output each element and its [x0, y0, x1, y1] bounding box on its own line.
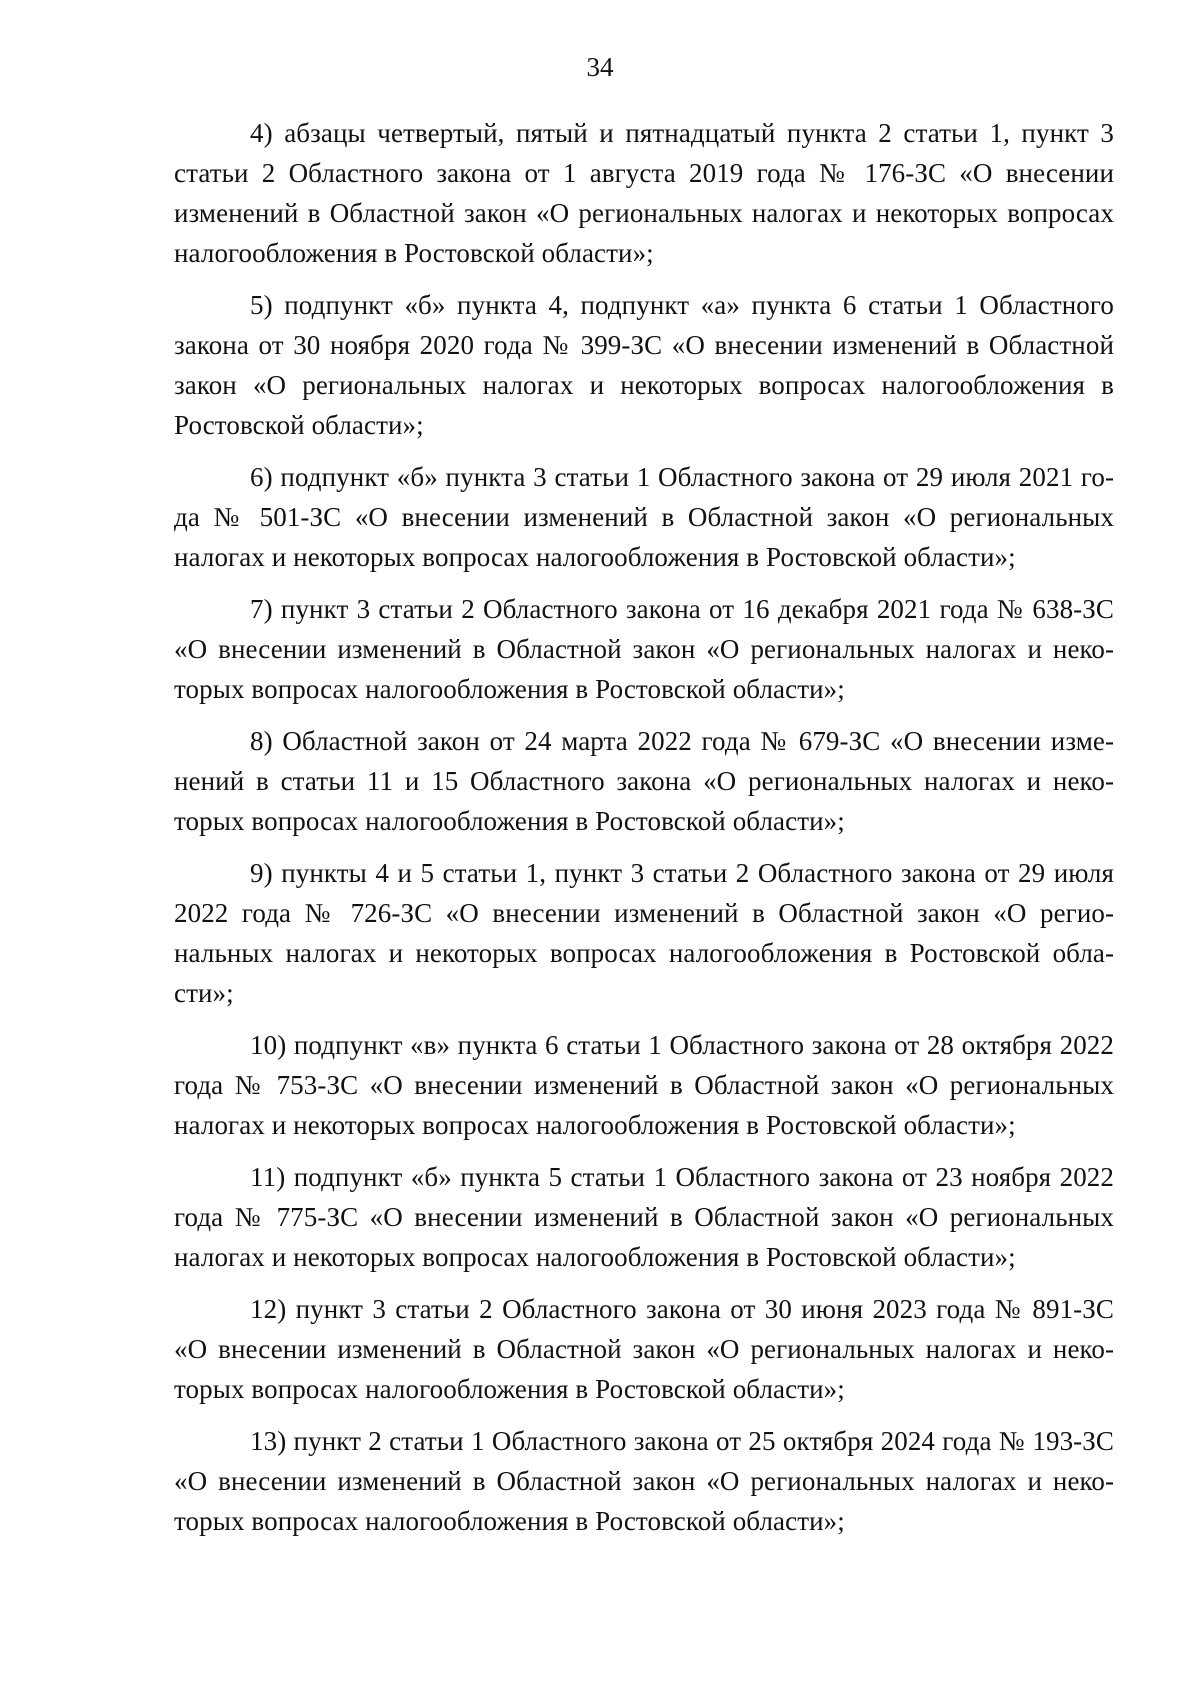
list-item: 9) пункты 4 и 5 статьи 1, пункт 3 статьи 2 Областного закона от 29 июля 2022 года № 726-ЗС «О внесении изменений в Областной закон «О региональных налогах и некоторых вопросах налогообложения в Ростовской области»;: [174, 858, 1114, 1008]
list-item: 7) пункт 3 статьи 2 Областного закона от 16 декабря 2021 года № 638-ЗС «О внесении изменений в Областной закон «О региональных налогах и некоторых вопросах налогообложения в Ростовской области»;: [174, 594, 1114, 704]
list-item: 4) абзацы четвертый, пятый и пятнадцатый пункта 2 статьи 1, пункт 3 статьи 2 Областного закона от 1 августа 2019 года № 176-ЗС «О внесении изменений в Областной закон «О региональных налогах и некоторых вопросах налогообложения в Ростовской области»;: [174, 118, 1114, 268]
list-item: 13) пункт 2 статьи 1 Областного закона от 25 октября 2024 года № 193-ЗС «О внесении изменений в Областной закон «О региональных налогах и некоторых вопросах налогообложения в Ростовской области»;: [174, 1426, 1114, 1536]
list-item: 11) подпункт «б» пункта 5 статьи 1 Областного закона от 23 ноября 2022 года № 775-ЗС «О внесении изменений в Областной закон «О региональных налогах и некоторых вопросах налогообложения в Ростовской области»;: [174, 1162, 1114, 1272]
page-number: 34: [586, 52, 614, 82]
list-item: 10) подпункт «в» пункта 6 статьи 1 Областного закона от 28 октября 2022 года № 753-ЗС «О внесении изменений в Областной закон «О региональных налогах и некоторых вопросах налогообложения в Ростовской области»;: [174, 1030, 1114, 1140]
list-item: 12) пункт 3 статьи 2 Областного закона от 30 июня 2023 года № 891-ЗС «О внесении изменений в Областной закон «О региональных налогах и некоторых вопросах налогообложения в Ростовской области»;: [174, 1294, 1114, 1404]
document-body: [174, 113, 1114, 1553]
list-item: 8) Областной закон от 24 марта 2022 года № 679-ЗС «О внесении изменений в статьи 11 и 15 Областного закона «О региональных налогах и некоторых вопросах налогообложения в Ростовской области»;: [174, 726, 1114, 836]
list-item: 5) подпункт «б» пункта 4, подпункт «а» пункта 6 статьи 1 Областного закона от 30 ноября 2020 года № 399-ЗС «О внесении изменений в Областной закон «О региональных налогах и некоторых вопросах налогообложения в Ростовской области»;: [174, 290, 1114, 440]
list-item: 6) подпункт «б» пункта 3 статьи 1 Областного закона от 29 июля 2021 года № 501-ЗС «О внесении изменений в Областной закон «О региональных налогах и некоторых вопросах налогообложения в Ростовской области»;: [174, 462, 1114, 572]
